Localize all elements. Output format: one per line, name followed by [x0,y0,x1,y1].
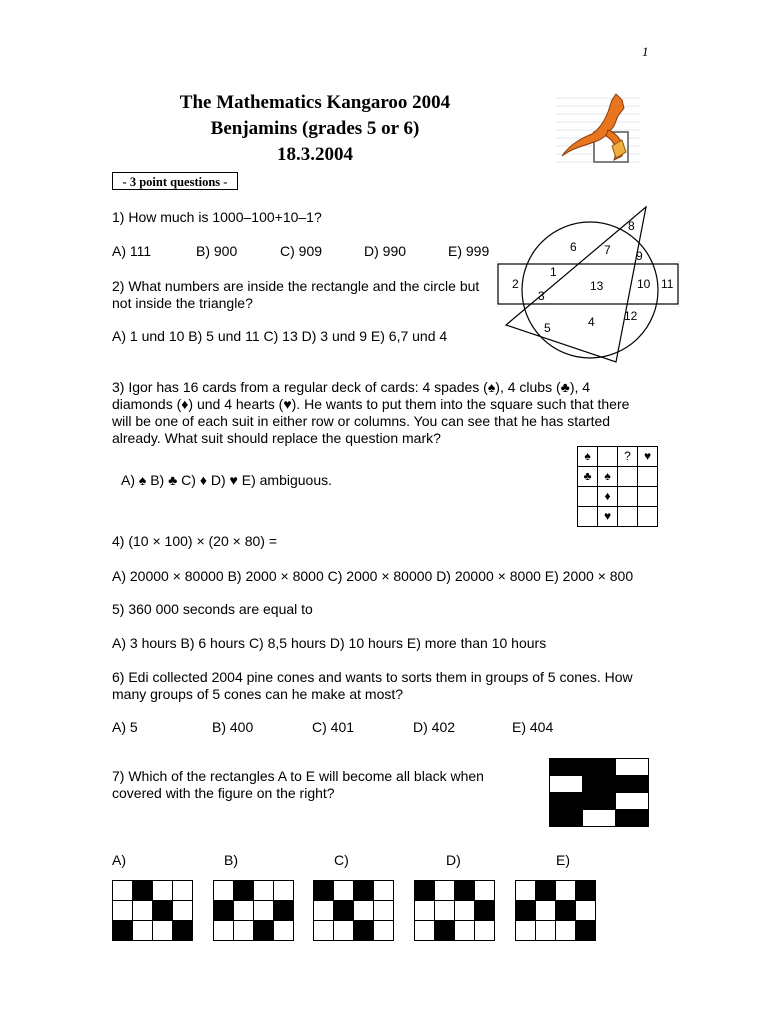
card-cell [638,467,658,487]
q1-option-b: B) 900 [196,243,238,259]
figure-cell [583,759,616,776]
q3-text-line-2: diamonds (♦) und 4 hearts (♥). He wants to put them into the square such that there [112,396,630,412]
q6-text-line-2: many groups of 5 cones can he make at most? [112,686,404,702]
venn-diagram [496,204,686,366]
q4-text: 4) (10 × 100) × (20 × 80) = [112,533,277,549]
figure-cell [616,759,649,776]
q3-text-line-4: already. What suit should replace the question mark? [112,430,441,446]
card-grid [577,446,658,527]
card-cell [618,467,638,487]
q1-option-c: C) 909 [280,243,323,259]
section-header: - 3 point questions - [112,172,238,190]
card-cell: ♥ [638,447,658,467]
q7-grid-c [313,880,394,941]
card-cell: ♠ [578,447,598,467]
figure-cell [583,810,616,827]
card-cell: ♠ [598,467,618,487]
q6-option-d: D) 402 [413,719,456,735]
label-1: 1 [550,265,557,279]
q3-text-line-3: will be one of each suit in either row or columns. You can see that he has started [112,413,611,429]
figure-cell [583,776,616,793]
figure-cell [550,793,583,810]
card-cell [638,507,658,527]
cover-figure [549,758,649,827]
label-7: 7 [604,243,611,257]
label-10: 10 [637,277,651,291]
q6-text-line-1: 6) Edi collected 2004 pine cones and wants to sorts them in groups of 5 cones. How [112,669,633,685]
card-cell [578,507,598,527]
q2-text-line-1: 2) What numbers are inside the rectangle and the circle but [112,278,480,294]
q1-option-a: A) 111 [112,243,152,259]
q7-grid-d [414,880,495,941]
label-5: 5 [544,321,551,335]
q2-text-line-2: not inside the triangle? [112,295,253,311]
card-cell [638,487,658,507]
figure-cell [616,793,649,810]
title-line-1: The Mathematics Kangaroo 2004 [179,92,451,113]
card-cell: ♣ [578,467,598,487]
label-3: 3 [538,289,545,303]
title-line-2: Benjamins (grades 5 or 6) [210,118,420,139]
q5-options: A) 3 hours B) 6 hours C) 8,5 hours D) 10 hours E) more than 10 hours [112,635,547,651]
q7-grid-e [515,880,596,941]
q7-text-line-1: 7) Which of the rectangles A to E will become all black when [112,768,484,784]
label-13: 13 [590,279,604,293]
q1-option-e: E) 999 [448,243,490,259]
figure-cell [550,810,583,827]
label-6: 6 [570,240,577,254]
label-2: 2 [512,277,519,291]
q6-option-b: B) 400 [212,719,254,735]
q7-grid-b [213,880,294,941]
page-number: 1 [642,44,649,59]
card-cell [618,487,638,507]
figure-cell [616,810,649,827]
q7-label-b: B) [224,852,238,868]
card-cell: ♦ [598,487,618,507]
figure-cell [550,759,583,776]
label-11: 11 [661,277,674,291]
q2-options: A) 1 und 10 B) 5 und 11 C) 13 D) 3 und 9 E) 6,7 und 4 [112,328,448,344]
title-line-3: 18.3.2004 [277,144,353,165]
q5-text: 5) 360 000 seconds are equal to [112,601,313,617]
q7-label-e: E) [556,852,570,868]
q3-text-line-1: 3) Igor has 16 cards from a regular deck of cards: 4 spades (♠), 4 clubs (♣), 4 [112,379,591,395]
diagram-triangle [506,207,646,362]
q3-options: A) ♠ B) ♣ C) ♦ D) ♥ E) ambiguous. [121,472,333,488]
q7-text-line-2: covered with the figure on the right? [112,785,335,801]
q6-option-c: C) 401 [312,719,355,735]
q7-label-c: C) [334,852,349,868]
card-cell [618,507,638,527]
label-8: 8 [628,219,635,233]
card-cell: ? [618,447,638,467]
q1-option-d: D) 990 [364,243,407,259]
card-cell: ♥ [598,507,618,527]
q7-label-a: A) [112,852,126,868]
card-cell [578,487,598,507]
q7-label-d: D) [446,852,461,868]
label-12: 12 [624,309,638,323]
q7-grid-a [112,880,193,941]
label-4: 4 [588,315,595,329]
figure-cell [583,793,616,810]
figure-cell [550,776,583,793]
label-9: 9 [636,249,643,263]
q6-option-a: A) 5 [112,719,138,735]
q1-text: 1) How much is 1000–100+10–1? [112,209,322,225]
card-cell [598,447,618,467]
q4-options: A) 20000 × 80000 B) 2000 × 8000 C) 2000 × 80000 D) 20000 × 8000 E) 2000 × 800 [112,568,634,584]
kangaroo-logo [556,90,640,172]
figure-cell [616,776,649,793]
q6-option-e: E) 404 [512,719,554,735]
